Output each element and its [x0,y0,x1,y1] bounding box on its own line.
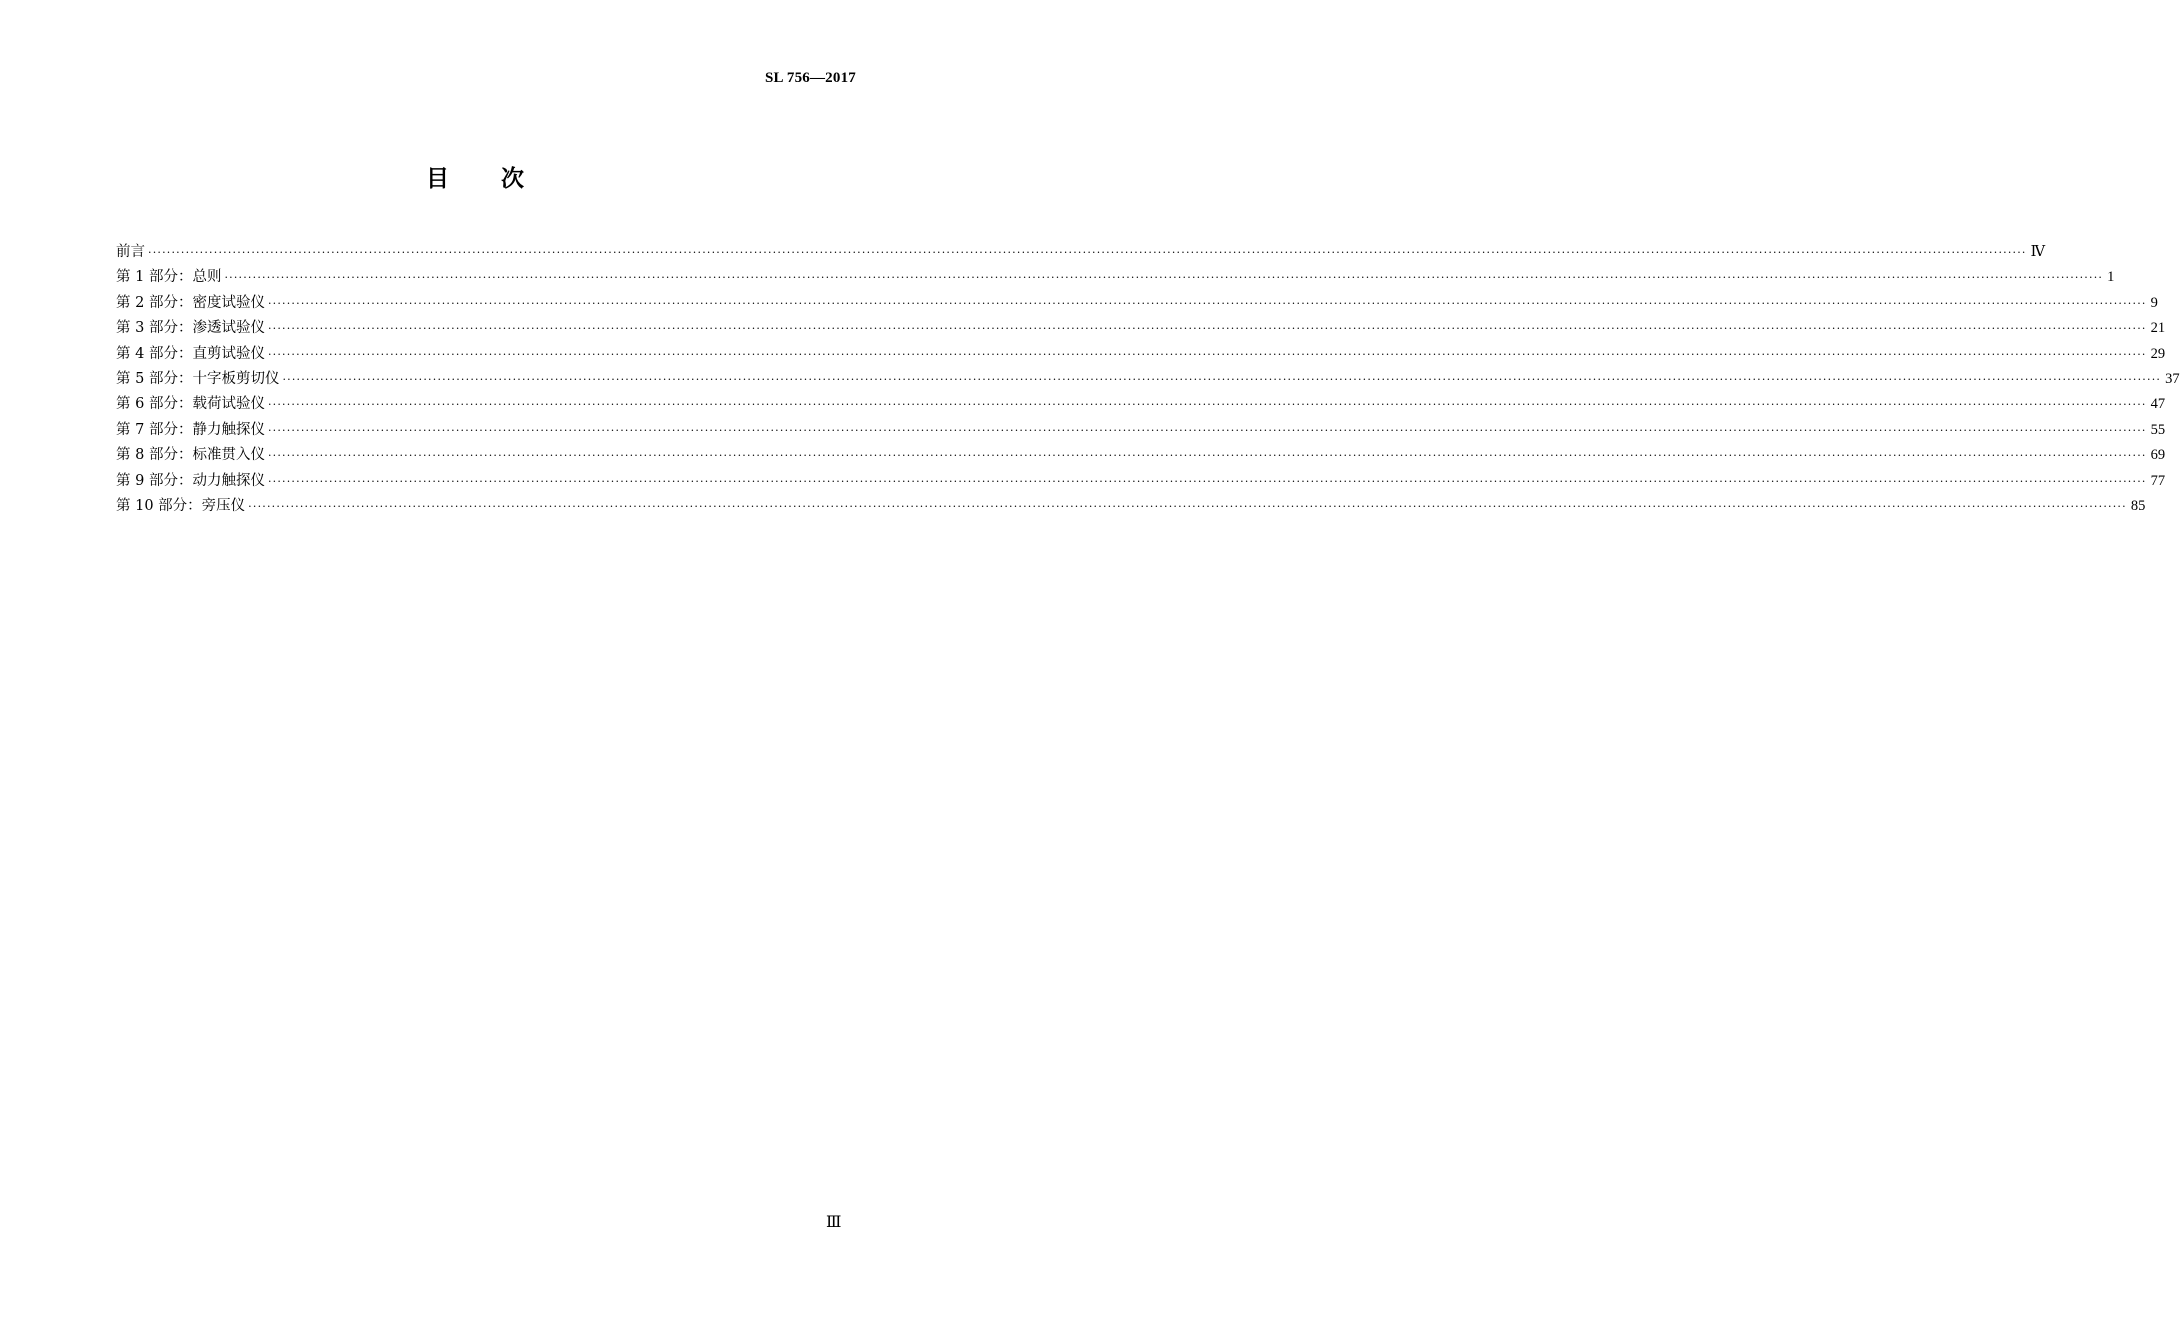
toc-entry-page: 85 [2130,497,2146,514]
toc-entry-label: 第 1 部分：总则 [116,269,222,286]
toc-entry-page: 29 [2150,345,2166,362]
toc-entry-label: 第 4 部分：直剪试验仪 [116,345,265,362]
toc-entry-page: Ⅳ [2030,244,2046,260]
toc-entry-page: 1 [2107,269,2115,286]
toc-entry-page: 55 [2150,421,2166,438]
toc-entry-page: 47 [2150,396,2166,413]
toc-entry-part-9[interactable] [116,469,2166,494]
toc-leader-dots: ················································································································································································································································································································································································································ [267,449,2147,463]
toc-entry-part-10[interactable] [116,494,2146,519]
toc-entry-label: 第 8 部分：标准贯入仪 [116,447,265,464]
toc-entry-page: 21 [2150,320,2166,337]
toc-leader-dots: ················································································································································································································································································································································································································ [148,246,2027,259]
toc-entry-part-7[interactable] [116,418,2166,443]
toc-leader-dots: ················································································································································································································································································································································································································ [267,423,2147,437]
toc-entry-label: 第 5 部分：十字板剪切仪 [116,370,280,387]
toc-leader-dots: ················································································································································································································································································································································································································ [248,499,2127,513]
toc-entry-label: 第 6 部分：载荷试验仪 [116,396,265,413]
toc-entry-part-1[interactable] [116,265,2115,290]
toc-entry-part-6[interactable] [116,392,2166,417]
toc-entry-part-4[interactable] [116,342,2166,367]
toc-entry-label: 第 2 部分：密度试验仪 [116,294,265,311]
toc-leader-dots: ················································································································································································································································································································································································································ [282,372,2162,386]
toc-entry-page: 37 [2165,370,2180,387]
toc-leader-dots: ················································································································································································································································································································································································································ [267,398,2147,412]
toc-entry-foreword[interactable] [116,240,2046,265]
page-title: 目次 [426,166,576,192]
toc-entry-part-3[interactable] [116,316,2166,341]
toc-leader-dots: ················································································································································································································································································································································································································ [267,474,2147,488]
toc-entry-label: 前言 [116,244,145,260]
document-code: SL 756—2017 [765,70,856,86]
toc-leader-dots: ················································································································································································································································································································································································································ [267,296,2147,310]
toc-entry-part-8[interactable] [116,443,2166,468]
toc-entry-part-2[interactable] [116,291,2158,316]
toc-entry-part-5[interactable] [116,367,2180,392]
toc-leader-dots: ················································································································································································································································································································································································································ [267,322,2147,336]
toc-leader-dots: ················································································································································································································································································································································································································ [224,271,2104,285]
page-number: Ⅲ [826,1214,842,1231]
toc-entry-page: 69 [2150,447,2166,464]
toc-entry-label: 第 10 部分：旁压仪 [116,497,246,514]
toc-entry-page: 77 [2150,472,2166,489]
toc-entry-page: 9 [2150,294,2158,311]
toc-entry-label: 第 3 部分：渗透试验仪 [116,320,265,337]
table-of-contents [116,240,2180,519]
toc-entry-label: 第 7 部分：静力触探仪 [116,421,265,438]
toc-leader-dots: ················································································································································································································································································································································································································ [267,347,2147,361]
toc-entry-label: 第 9 部分：动力触探仪 [116,472,265,489]
